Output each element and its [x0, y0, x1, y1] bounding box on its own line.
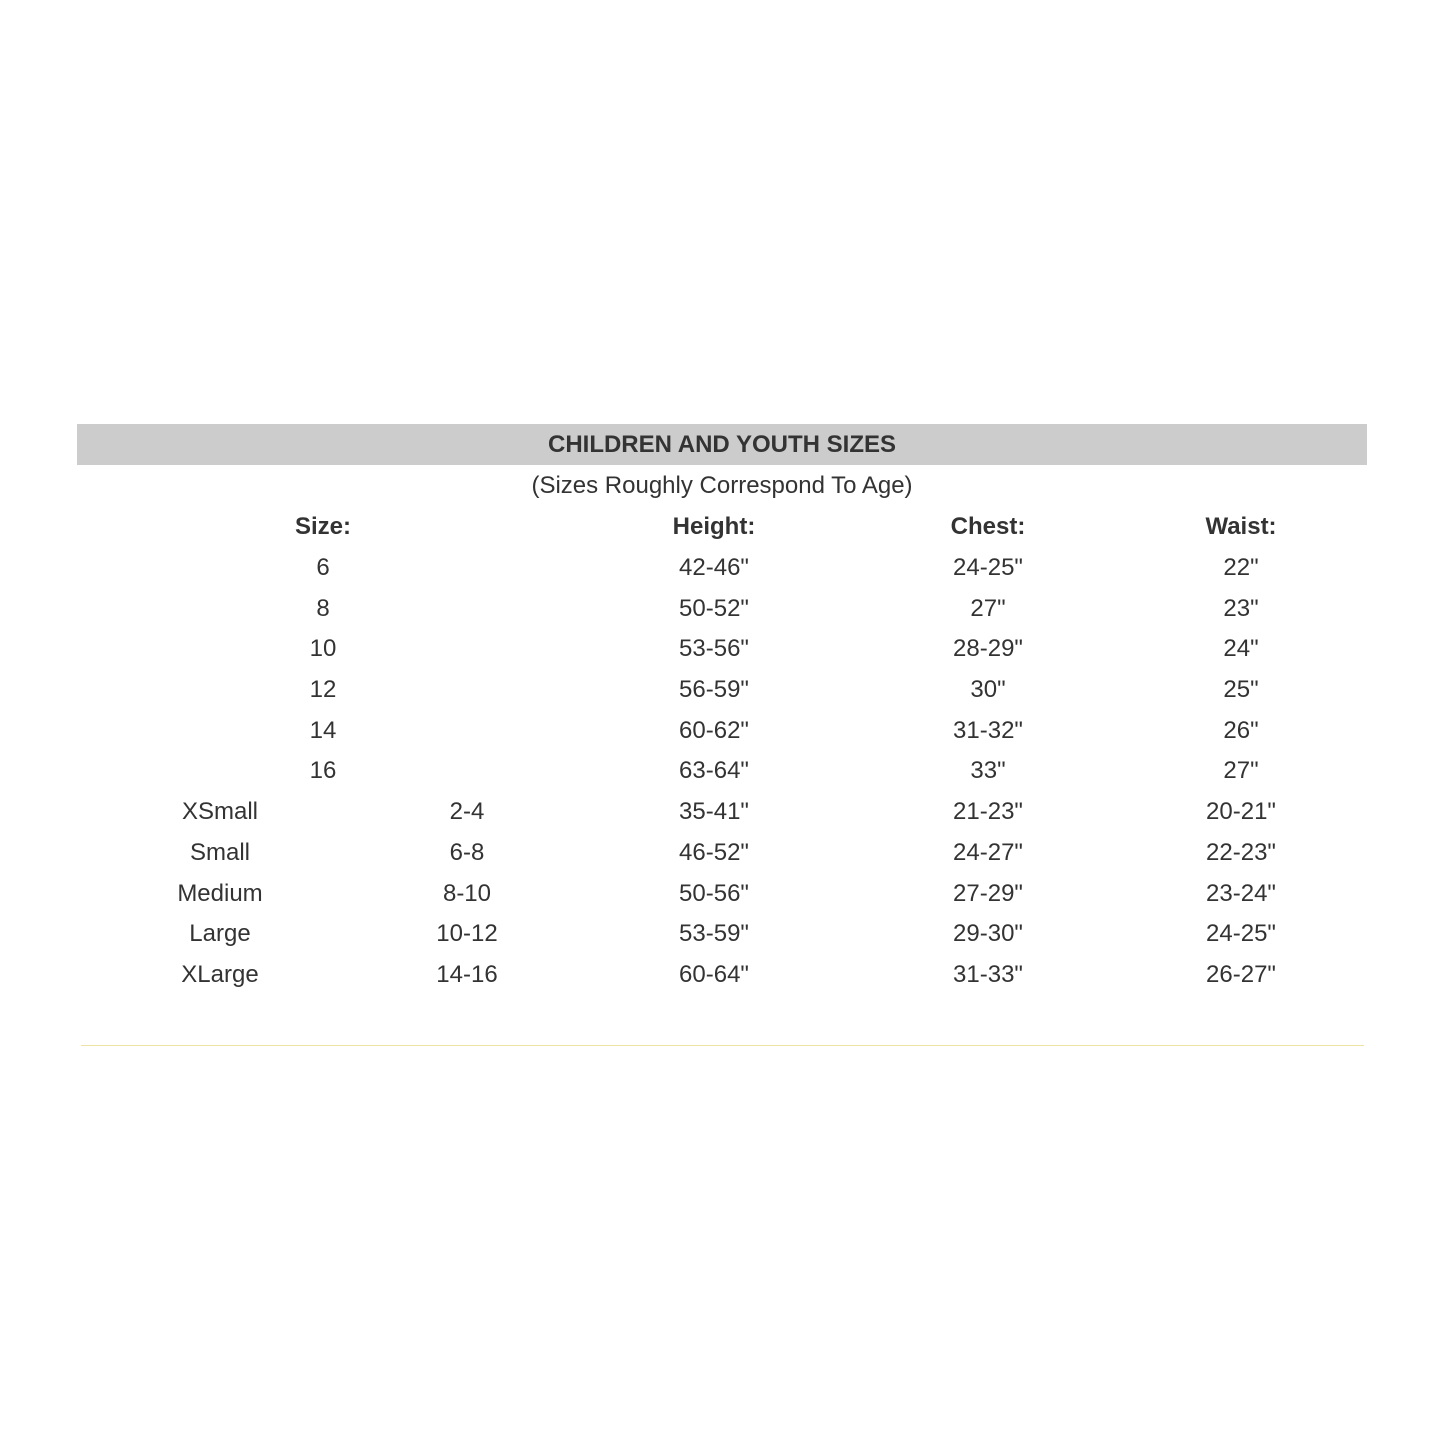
- cell-chest: 27": [970, 595, 1006, 622]
- table-row: [0, 710, 1445, 751]
- cell-chest: 31-33": [953, 961, 1023, 988]
- table-title: CHILDREN AND YOUTH SIZES: [77, 424, 1367, 465]
- cell-age: 6-8: [449, 839, 485, 866]
- cell-size: 10: [309, 635, 337, 662]
- cell-chest: 24-27": [953, 839, 1023, 866]
- cell-size: 16: [309, 757, 337, 784]
- cell-age: 8-10: [442, 880, 492, 907]
- cell-size: XLarge: [181, 961, 259, 988]
- cell-height: 63-64": [679, 757, 749, 784]
- cell-height: 46-52": [679, 839, 749, 866]
- cell-waist: 26": [1223, 717, 1259, 744]
- cell-age: 2-4: [449, 798, 485, 825]
- table-row: [0, 791, 1445, 832]
- cell-size: 14: [309, 717, 337, 744]
- cell-height: 53-56": [679, 635, 749, 662]
- cell-waist: 27": [1223, 757, 1259, 784]
- cell-height: 35-41": [679, 798, 749, 825]
- cell-waist: 23": [1223, 595, 1259, 622]
- cell-height: 60-62": [679, 717, 749, 744]
- header-height: Height:: [672, 513, 756, 540]
- table-subtitle: (Sizes Roughly Correspond To Age): [531, 472, 913, 499]
- cell-waist: 23-24": [1206, 880, 1276, 907]
- cell-chest: 24-25": [953, 554, 1023, 581]
- table-row: [0, 547, 1445, 588]
- cell-waist: 26-27": [1206, 961, 1276, 988]
- cell-height: 53-59": [679, 920, 749, 947]
- cell-size: Medium: [177, 880, 263, 907]
- cell-height: 42-46": [679, 554, 749, 581]
- table-header-row: [0, 506, 1445, 547]
- table-row: [0, 832, 1445, 873]
- table-row: [0, 873, 1445, 914]
- header-chest: Chest:: [950, 513, 1026, 540]
- table-row: [0, 750, 1445, 791]
- cell-age: 14-16: [436, 961, 498, 988]
- cell-waist: 24-25": [1206, 920, 1276, 947]
- table-row: [0, 954, 1445, 995]
- cell-age: 10-12: [436, 920, 498, 947]
- cell-size: 12: [309, 676, 337, 703]
- table-row: [0, 588, 1445, 629]
- cell-size: Large: [189, 920, 251, 947]
- table-row: [0, 913, 1445, 954]
- header-size: Size:: [294, 513, 351, 540]
- cell-chest: 33": [970, 757, 1006, 784]
- cell-waist: 22-23": [1206, 839, 1276, 866]
- cell-height: 60-64": [679, 961, 749, 988]
- cell-chest: 29-30": [953, 920, 1023, 947]
- cell-chest: 21-23": [953, 798, 1023, 825]
- table-row: [0, 628, 1445, 669]
- cell-chest: 30": [970, 676, 1006, 703]
- cell-waist: 20-21": [1206, 798, 1276, 825]
- section-divider: [81, 1045, 1364, 1046]
- cell-size: 6: [316, 554, 330, 581]
- cell-size: Small: [189, 839, 250, 866]
- cell-size: XSmall: [181, 798, 259, 825]
- cell-chest: 31-32": [953, 717, 1023, 744]
- header-waist: Waist:: [1205, 513, 1277, 540]
- table-row: [0, 669, 1445, 710]
- cell-waist: 25": [1223, 676, 1259, 703]
- cell-waist: 24": [1223, 635, 1259, 662]
- cell-chest: 28-29": [953, 635, 1023, 662]
- cell-height: 56-59": [679, 676, 749, 703]
- cell-waist: 22": [1223, 554, 1259, 581]
- cell-height: 50-52": [679, 595, 749, 622]
- cell-chest: 27-29": [953, 880, 1023, 907]
- cell-height: 50-56": [679, 880, 749, 907]
- cell-size: 8: [316, 595, 330, 622]
